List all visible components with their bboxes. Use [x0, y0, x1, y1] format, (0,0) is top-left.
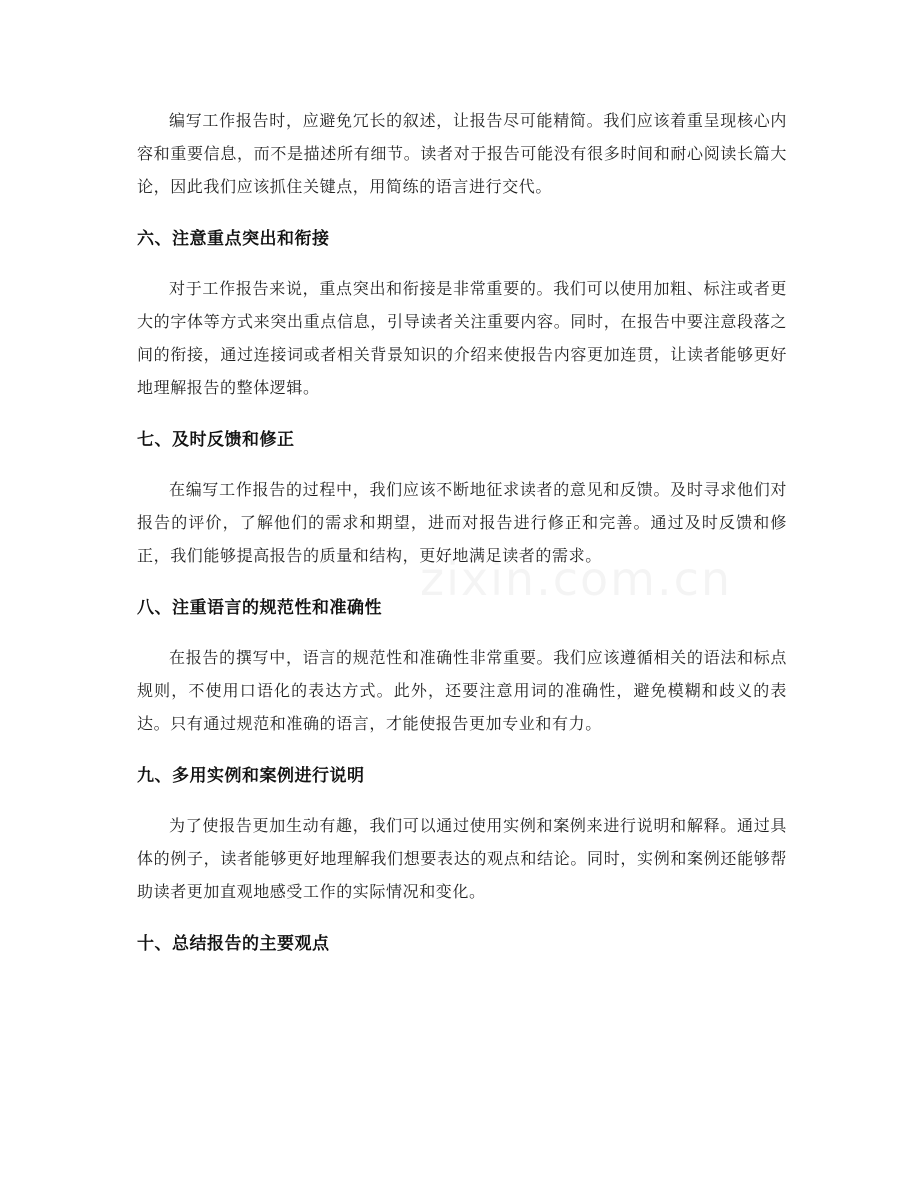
paragraph-section-8: 在报告的撰写中，语言的规范性和准确性非常重要。我们应该遵循相关的语法和标点规则，不使用口语化的表达方式。此外，还要注意用词的准确性，避免模糊和歧义的表达。只有通过规范和准确的语言，才能使报告更加专业和有力。 [137, 648, 787, 733]
heading-section-10: 十、总结报告的主要观点 [137, 934, 330, 954]
paragraph-section-9: 为了使报告更加生动有趣，我们可以通过使用实例和案例来进行说明和解释。通过具体的例子，读者能够更好地理解我们想要表达的观点和结论。同时，实例和案例还能够帮助读者更加直观地感受工作的实际情况和变化。 [137, 816, 787, 901]
paragraph-section-7: 在编写工作报告的过程中，我们应该不断地征求读者的意见和反馈。及时寻求他们对报告的评价，了解他们的需求和期望，进而对报告进行修正和完善。通过及时反馈和修正，我们能够提高报告的质量和结构，更好地满足读者的需求。 [137, 480, 787, 565]
paragraph-section-6: 对于工作报告来说，重点突出和衔接是非常重要的。我们可以使用加粗、标注或者更大的字体等方式来突出重点信息，引导读者关注重要内容。同时，在报告中要注意段落之间的衔接，通过连接词或者相关背景知识的介绍来使报告内容更加连贯，让读者能够更好地理解报告的整体逻辑。 [137, 279, 787, 397]
heading-section-7: 七、及时反馈和修正 [137, 430, 295, 450]
paragraph-conciseness: 编写工作报告时，应避免冗长的叙述，让报告尽可能精简。我们应该着重呈现核心内容和重要信息，而不是描述所有细节。读者对于报告可能没有很多时间和耐心阅读长篇大论，因此我们应该抓住关键点，用简练的语言进行交代。 [137, 111, 787, 196]
heading-section-8: 八、注重语言的规范性和准确性 [137, 598, 382, 618]
heading-section-6: 六、注意重点突出和衔接 [137, 229, 330, 249]
heading-section-9: 九、多用实例和案例进行说明 [137, 766, 365, 786]
document-body [137, 104, 787, 961]
